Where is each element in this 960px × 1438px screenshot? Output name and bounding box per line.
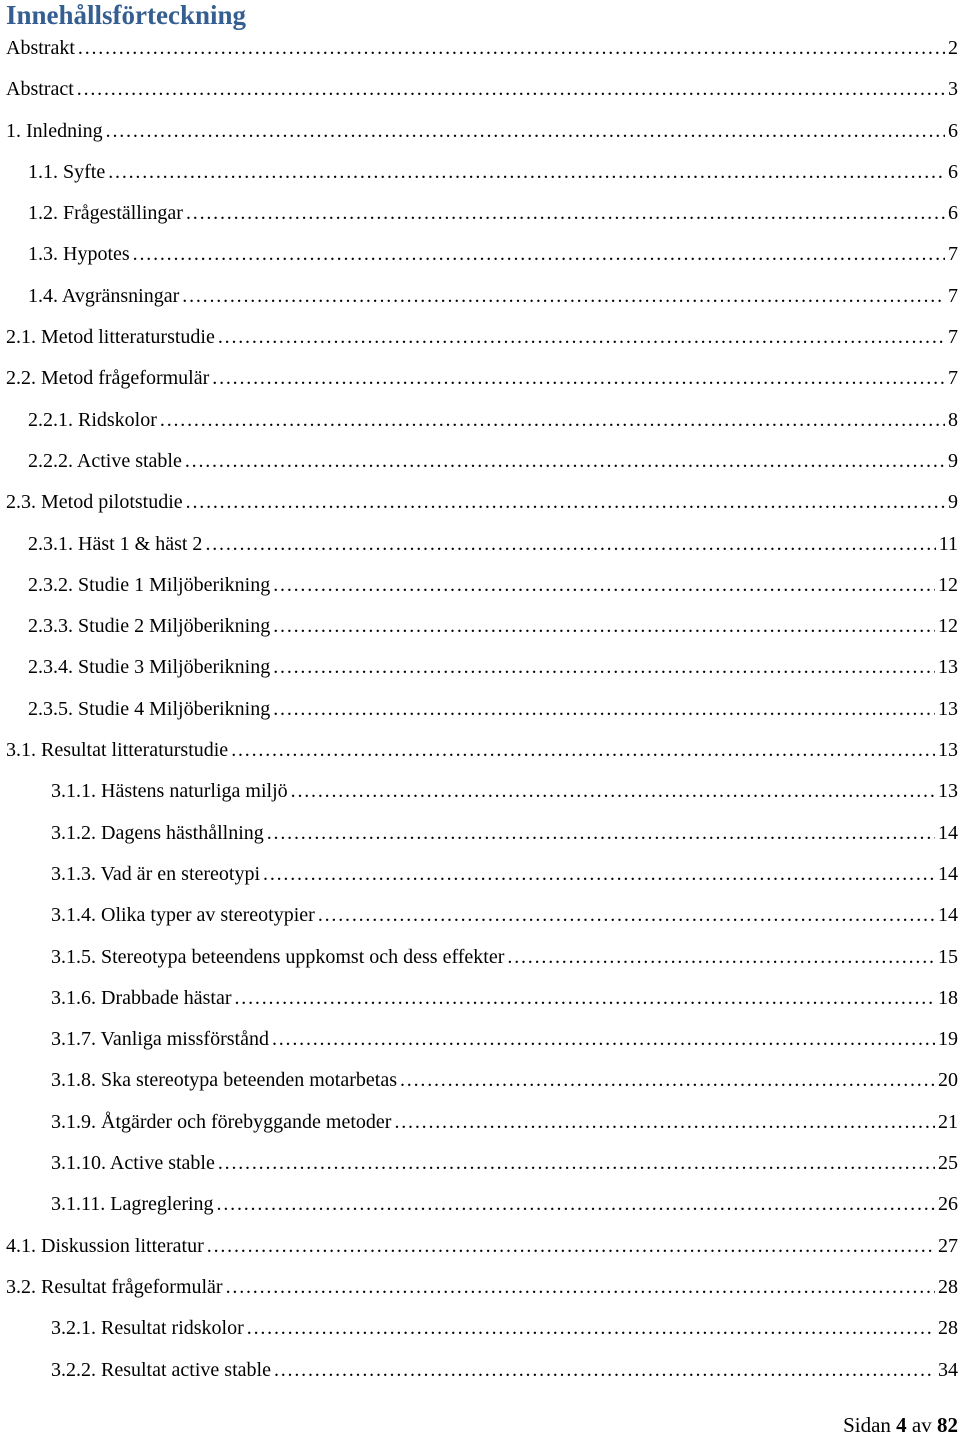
toc-dot-leader bbox=[133, 234, 945, 275]
toc-entry-title: 2.2.1. Ridskolor bbox=[28, 408, 157, 431]
toc-entry-title: 1.3. Hypotes bbox=[28, 243, 130, 266]
toc-entry-title: 3.1.4. Olika typer av stereotypier bbox=[51, 904, 315, 927]
toc-entry-page: 13 bbox=[938, 739, 958, 762]
toc-entry-title: 2.3.4. Studie 3 Miljöberikning bbox=[28, 656, 271, 679]
toc-entry-title: 1. Inledning bbox=[6, 119, 103, 142]
toc-entry-title: 2.3.5. Studie 4 Miljöberikning bbox=[28, 697, 271, 720]
toc-entry[interactable] bbox=[0, 771, 960, 812]
toc-entry[interactable] bbox=[0, 1267, 960, 1308]
toc-entry[interactable] bbox=[0, 978, 960, 1019]
toc-entry[interactable] bbox=[0, 730, 960, 771]
footer-separator: av bbox=[911, 1413, 932, 1437]
toc-entry-title: 4.1. Diskussion litteratur bbox=[6, 1234, 204, 1257]
toc-entry[interactable] bbox=[0, 1060, 960, 1101]
toc-dot-leader bbox=[160, 400, 945, 441]
toc-dot-leader bbox=[186, 193, 945, 234]
toc-entry-title: 1.2. Frågeställingar bbox=[28, 202, 183, 225]
toc-entry-page: 6 bbox=[948, 160, 958, 183]
toc-entry[interactable] bbox=[0, 193, 960, 234]
toc-entry-page: 28 bbox=[938, 1275, 958, 1298]
toc-dot-leader bbox=[108, 152, 945, 193]
toc-entry-page: 25 bbox=[938, 1152, 958, 1175]
toc-entry-title: 3.1.11. Lagreglering bbox=[51, 1193, 214, 1216]
toc-entry-page: 8 bbox=[948, 408, 958, 431]
toc-entry-title: 2.3. Metod pilotstudie bbox=[6, 491, 183, 514]
toc-dot-leader bbox=[400, 1060, 935, 1101]
table-of-contents bbox=[0, 28, 960, 1391]
toc-heading: Innehållsförteckning bbox=[6, 0, 247, 30]
toc-entry-page: 14 bbox=[938, 904, 958, 927]
footer-total-pages: 82 bbox=[937, 1413, 958, 1437]
toc-entry-page: 21 bbox=[938, 1110, 958, 1133]
toc-entry-title: 3.1.8. Ska stereotypa beteenden motarbetas bbox=[51, 1069, 397, 1092]
toc-entry[interactable] bbox=[0, 1184, 960, 1225]
toc-entry[interactable] bbox=[0, 358, 960, 399]
toc-entry-title: 3.1.10. Active stable bbox=[51, 1152, 215, 1175]
toc-dot-leader bbox=[273, 689, 935, 730]
toc-dot-leader bbox=[291, 771, 935, 812]
toc-entry-page: 20 bbox=[938, 1069, 958, 1092]
toc-entry-page: 7 bbox=[948, 326, 958, 349]
toc-entry-page: 7 bbox=[948, 284, 958, 307]
page-footer bbox=[843, 1412, 958, 1438]
toc-entry-title: 1.1. Syfte bbox=[28, 160, 106, 183]
toc-entry-title: 3.1.9. Åtgärder och förebyggande metoder bbox=[51, 1110, 392, 1133]
toc-entry-page: 12 bbox=[938, 615, 958, 638]
toc-entry-title: 3.1.1. Hästens naturliga miljö bbox=[51, 780, 288, 803]
toc-entry-title: 3.2.1. Resultat ridskolor bbox=[51, 1317, 244, 1340]
toc-entry-title: 3.1.5. Stereotypa beteendens uppkomst och dess effekter bbox=[51, 945, 505, 968]
toc-entry-page: 15 bbox=[938, 945, 958, 968]
toc-dot-leader bbox=[77, 69, 945, 110]
toc-entry-page: 9 bbox=[948, 491, 958, 514]
toc-dot-leader bbox=[205, 524, 935, 565]
toc-entry[interactable] bbox=[0, 1308, 960, 1349]
toc-dot-leader bbox=[207, 1226, 935, 1267]
toc-entry-page: 6 bbox=[948, 119, 958, 142]
toc-entry[interactable] bbox=[0, 482, 960, 523]
toc-dot-leader bbox=[507, 937, 935, 978]
toc-entry[interactable] bbox=[0, 895, 960, 936]
toc-entry[interactable] bbox=[0, 565, 960, 606]
toc-entry[interactable] bbox=[0, 28, 960, 69]
toc-entry-title: 3.1.2. Dagens hästhållning bbox=[51, 821, 264, 844]
toc-entry-title: 3.2. Resultat frågeformulär bbox=[6, 1275, 223, 1298]
toc-entry-title: 3.1.3. Vad är en stereotypi bbox=[51, 862, 261, 885]
toc-dot-leader bbox=[231, 730, 935, 771]
toc-entry-page: 26 bbox=[938, 1193, 958, 1216]
toc-entry[interactable] bbox=[0, 441, 960, 482]
toc-entry-page: 27 bbox=[938, 1234, 958, 1257]
toc-entry-page: 7 bbox=[948, 367, 958, 390]
toc-dot-leader bbox=[218, 317, 945, 358]
toc-entry-page: 9 bbox=[948, 449, 958, 472]
toc-entry[interactable] bbox=[0, 854, 960, 895]
toc-entry-title: 3.1.6. Drabbade hästar bbox=[51, 986, 232, 1009]
toc-entry-page: 14 bbox=[938, 862, 958, 885]
toc-dot-leader bbox=[273, 606, 935, 647]
footer-current-page: 4 bbox=[896, 1413, 907, 1437]
toc-entry-title: 2.3.2. Studie 1 Miljöberikning bbox=[28, 573, 271, 596]
toc-entry[interactable] bbox=[0, 606, 960, 647]
toc-entry-title: Abstract bbox=[6, 78, 74, 101]
toc-entry-page: 7 bbox=[948, 243, 958, 266]
toc-entry[interactable] bbox=[0, 111, 960, 152]
toc-entry[interactable] bbox=[0, 152, 960, 193]
toc-dot-leader bbox=[226, 1267, 935, 1308]
toc-dot-leader bbox=[274, 1350, 935, 1391]
toc-entry-page: 13 bbox=[938, 656, 958, 679]
toc-entry-page: 18 bbox=[938, 986, 958, 1009]
toc-dot-leader bbox=[186, 482, 945, 523]
toc-entry[interactable] bbox=[0, 647, 960, 688]
toc-entry[interactable] bbox=[0, 813, 960, 854]
toc-entry-title: 2.2. Metod frågeformulär bbox=[6, 367, 210, 390]
toc-entry[interactable] bbox=[0, 234, 960, 275]
toc-entry[interactable] bbox=[0, 1019, 960, 1060]
toc-entry[interactable] bbox=[0, 1226, 960, 1267]
toc-entry-title: 2.1. Metod litteraturstudie bbox=[6, 326, 215, 349]
toc-dot-leader bbox=[267, 813, 935, 854]
toc-dot-leader bbox=[217, 1184, 935, 1225]
toc-dot-leader bbox=[394, 1102, 935, 1143]
toc-entry[interactable] bbox=[0, 317, 960, 358]
toc-entry[interactable] bbox=[0, 689, 960, 730]
toc-entry-title: 3.1.7. Vanliga missförstånd bbox=[51, 1028, 269, 1051]
toc-dot-leader bbox=[182, 276, 945, 317]
toc-entry[interactable] bbox=[0, 276, 960, 317]
toc-entry-page: 14 bbox=[938, 821, 958, 844]
toc-entry-title: 2.2.2. Active stable bbox=[28, 449, 182, 472]
toc-dot-leader bbox=[272, 1019, 935, 1060]
toc-entry[interactable] bbox=[0, 1102, 960, 1143]
toc-dot-leader bbox=[263, 854, 935, 895]
toc-dot-leader bbox=[273, 647, 935, 688]
toc-entry[interactable] bbox=[0, 1350, 960, 1391]
toc-entry-page: 3 bbox=[948, 78, 958, 101]
toc-dot-leader bbox=[247, 1308, 935, 1349]
toc-dot-leader bbox=[212, 358, 945, 399]
toc-entry-page: 34 bbox=[938, 1358, 958, 1381]
toc-dot-leader bbox=[318, 895, 935, 936]
toc-entry-title: 2.3.3. Studie 2 Miljöberikning bbox=[28, 615, 271, 638]
toc-entry-page: 19 bbox=[938, 1028, 958, 1051]
toc-entry-page: 6 bbox=[948, 202, 958, 225]
toc-dot-leader bbox=[273, 565, 935, 606]
toc-entry-title: 1.4. Avgränsningar bbox=[28, 284, 180, 307]
toc-entry[interactable] bbox=[0, 400, 960, 441]
toc-entry-page: 13 bbox=[938, 780, 958, 803]
toc-entry-title: 2.3.1. Häst 1 & häst 2 bbox=[28, 532, 203, 555]
toc-entry-page: 2 bbox=[948, 37, 958, 59]
toc-dot-leader bbox=[235, 978, 936, 1019]
toc-dot-leader bbox=[106, 111, 945, 152]
toc-dot-leader bbox=[185, 441, 945, 482]
toc-entry-page: 13 bbox=[938, 697, 958, 720]
toc-entry-page: 11 bbox=[938, 532, 958, 555]
toc-entry-title: 3.1. Resultat litteraturstudie bbox=[6, 739, 229, 762]
toc-dot-leader bbox=[218, 1143, 935, 1184]
toc-entry[interactable] bbox=[0, 1143, 960, 1184]
toc-entry[interactable] bbox=[0, 524, 960, 565]
toc-entry[interactable] bbox=[0, 937, 960, 978]
toc-entry-page: 28 bbox=[938, 1317, 958, 1340]
footer-prefix: Sidan bbox=[843, 1413, 891, 1437]
toc-entry-title: 3.2.2. Resultat active stable bbox=[51, 1358, 271, 1381]
toc-entry-title: Abstrakt bbox=[6, 37, 75, 59]
toc-dot-leader bbox=[78, 28, 945, 69]
toc-entry-page: 12 bbox=[938, 573, 958, 596]
toc-entry[interactable] bbox=[0, 69, 960, 110]
